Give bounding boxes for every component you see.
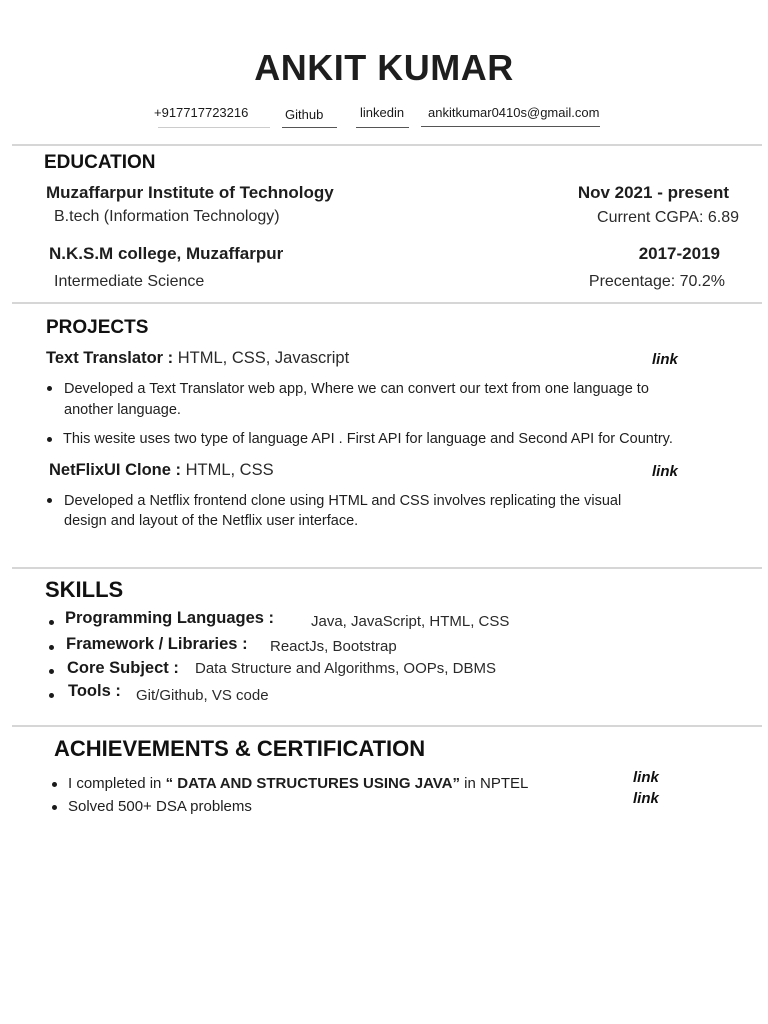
project-bullet-text: design and layout of the Netflix user interface.: [64, 513, 359, 529]
github-link[interactable]: Github: [285, 107, 324, 122]
project-title: NetFlixUI Clone :: [49, 461, 182, 479]
achievement-suffix: in NPTEL: [460, 775, 529, 792]
skill-label: Programming Languages :: [65, 609, 275, 627]
project-stack: HTML, CSS, Javascript: [173, 349, 350, 367]
skills-heading: SKILLS: [45, 577, 124, 602]
project-bullet-text: Developed a Text Translator web app, Where we can convert our text from one language to: [64, 381, 649, 397]
project-link[interactable]: link: [652, 463, 678, 480]
education-degree: Intermediate Science: [54, 273, 205, 290]
bullet-dot: [52, 805, 57, 810]
skill-value: Git/Github, VS code: [136, 687, 269, 704]
project-stack: HTML, CSS: [181, 461, 274, 479]
education-dates: 2017-2019: [638, 244, 720, 263]
linkedin-underline: [356, 127, 409, 128]
skill-value: ReactJs, Bootstrap: [270, 638, 397, 655]
skill-label: Tools :: [68, 682, 121, 700]
bullet-dot: [47, 386, 52, 391]
achievement-course: “ DATA AND STRUCTURES USING JAVA”: [165, 775, 461, 792]
education-score: Current CGPA: 6.89: [597, 209, 739, 226]
skill-value: Java, JavaScript, HTML, CSS: [311, 613, 510, 630]
project-title-line: [46, 349, 349, 368]
bullet-dot: [49, 620, 54, 625]
linkedin-link[interactable]: linkedin: [360, 105, 405, 120]
skill-label: Core Subject :: [67, 659, 179, 677]
resume-name: ANKIT KUMAR: [254, 47, 514, 88]
achievement-text: Solved 500+ DSA problems: [68, 798, 252, 815]
skill-value: Data Structure and Algorithms, OOPs, DBMS: [195, 660, 496, 677]
bullet-dot: [52, 782, 57, 787]
education-institution: Muzaffarpur Institute of Technology: [46, 183, 334, 202]
bullet-dot: [47, 437, 52, 442]
bullet-dot: [49, 645, 54, 650]
project-title-line: [49, 461, 274, 480]
achievement-link[interactable]: link: [633, 790, 659, 807]
project-bullet-text: another language.: [64, 402, 181, 418]
project-link[interactable]: link: [652, 351, 678, 368]
skill-label: Framework / Libraries :: [66, 635, 248, 653]
divider: [12, 302, 762, 304]
email-link[interactable]: ankitkumar0410s@gmail.com: [428, 105, 600, 120]
phone-number: +917717723216: [154, 105, 249, 120]
bullet-dot: [49, 693, 54, 698]
achievements-heading: ACHIEVEMENTS & CERTIFICATION: [54, 736, 426, 761]
divider: [12, 567, 762, 569]
phone-underline: [158, 127, 270, 128]
project-title: Text Translator :: [46, 349, 174, 367]
project-bullet-text: This wesite uses two type of language API . First API for language and Second API for Country.: [63, 431, 673, 447]
achievement-link[interactable]: link: [633, 769, 659, 786]
email-underline: [421, 126, 600, 127]
education-heading: EDUCATION: [44, 152, 156, 173]
github-underline: [282, 127, 337, 128]
bullet-dot: [47, 498, 52, 503]
education-score: Precentage: 70.2%: [588, 273, 725, 290]
bullet-dot: [49, 669, 54, 674]
education-degree: B.tech (Information Technology): [54, 208, 280, 225]
education-dates: Nov 2021 - present: [577, 183, 729, 202]
project-bullet-text: Developed a Netflix frontend clone using HTML and CSS involves replicating the visual: [64, 493, 622, 509]
education-institution: N.K.S.M college, Muzaffarpur: [49, 244, 284, 263]
projects-heading: PROJECTS: [46, 317, 149, 338]
divider: [12, 725, 762, 727]
achievement-text: [68, 775, 528, 792]
achievement-prefix: I completed in: [68, 775, 166, 792]
divider: [12, 144, 762, 146]
